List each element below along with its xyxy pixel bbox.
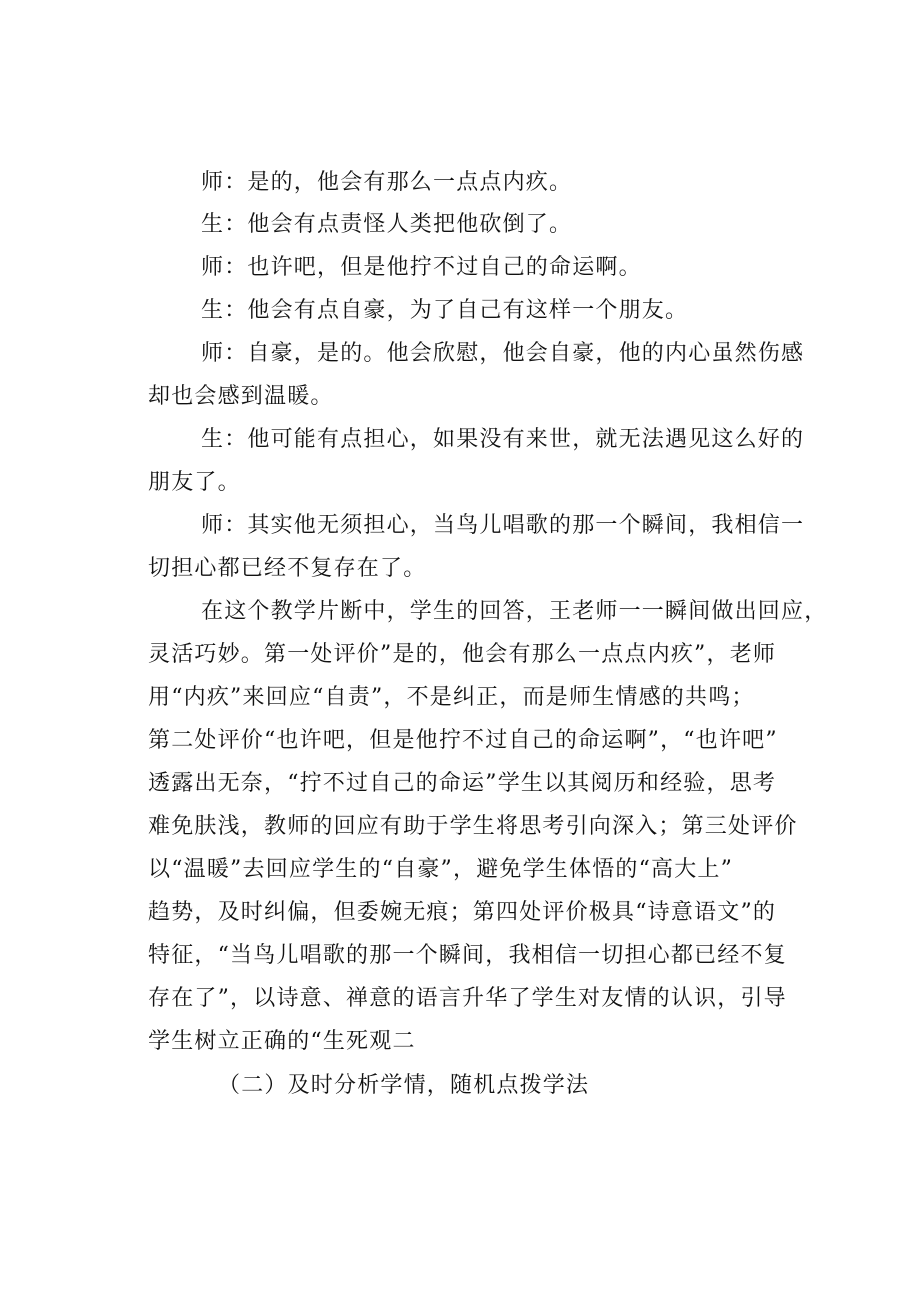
analysis-paragraph-line: 难免肤浅，教师的回应有助于学生将思考引向深入；第三处评价 <box>148 814 798 839</box>
dialogue-line: 师：其实他无须担心，当鸟儿唱歌的那一个瞬间，我相信一 <box>201 513 805 538</box>
analysis-paragraph-line: 以“温暖”去回应学生的“自豪”，避免学生体悟的“高大上” <box>148 857 734 882</box>
dialogue-line: 师：自豪，是的。他会欣慰，他会自豪，他的内心虽然伤感 <box>201 341 805 366</box>
section-heading: （二）及时分析学情，随机点拨学法 <box>218 1073 590 1098</box>
dialogue-line: 师：是的，他会有那么一点点内疚。 <box>201 170 573 195</box>
analysis-paragraph-line: 存在了”，以诗意、禅意的语言升华了学生对友情的认识，引导 <box>148 986 787 1011</box>
analysis-paragraph-line: 特征，“当鸟儿唱歌的那一个瞬间，我相信一切担心都已经不复 <box>148 943 787 968</box>
dialogue-line-continuation: 切担心都已经不复存在了。 <box>148 556 427 581</box>
dialogue-line: 生：他会有点自豪，为了自己有这样一个朋友。 <box>201 298 689 323</box>
dialogue-line: 生：他会有点责怪人类把他砍倒了。 <box>201 212 573 237</box>
dialogue-line: 师：也许吧，但是他拧不过自己的命运啊。 <box>201 255 642 280</box>
dialogue-line-continuation: 却也会感到温暖。 <box>148 384 334 409</box>
analysis-paragraph-line: 学生树立正确的“生死观二 <box>148 1029 416 1054</box>
analysis-paragraph-line: 用“内疚”来回应“自责”，不是纠正，而是师生情感的共鸣； <box>148 685 755 710</box>
dialogue-line: 生：他可能有点担心，如果没有来世，就无法遇见这么好的 <box>201 427 805 452</box>
analysis-paragraph-line: 透露出无奈，“拧不过自己的命运”学生以其阅历和经验，思考 <box>148 771 777 796</box>
analysis-paragraph-line: 在这个教学片断中，学生的回答，王老师一一瞬间做出回应， <box>201 599 828 624</box>
dialogue-line-continuation: 朋友了。 <box>148 470 241 495</box>
analysis-paragraph-line: 趋势，及时纠偏，但委婉无痕；第四处评价极具“诗意语文”的 <box>148 900 777 925</box>
analysis-paragraph-line: 灵活巧妙。第一处评价”是的，他会有那么一点点内疚”，老师 <box>148 642 777 667</box>
analysis-paragraph-line: 第二处评价“也许吧，但是他拧不过自己的命运啊”，“也许吧” <box>148 728 778 753</box>
